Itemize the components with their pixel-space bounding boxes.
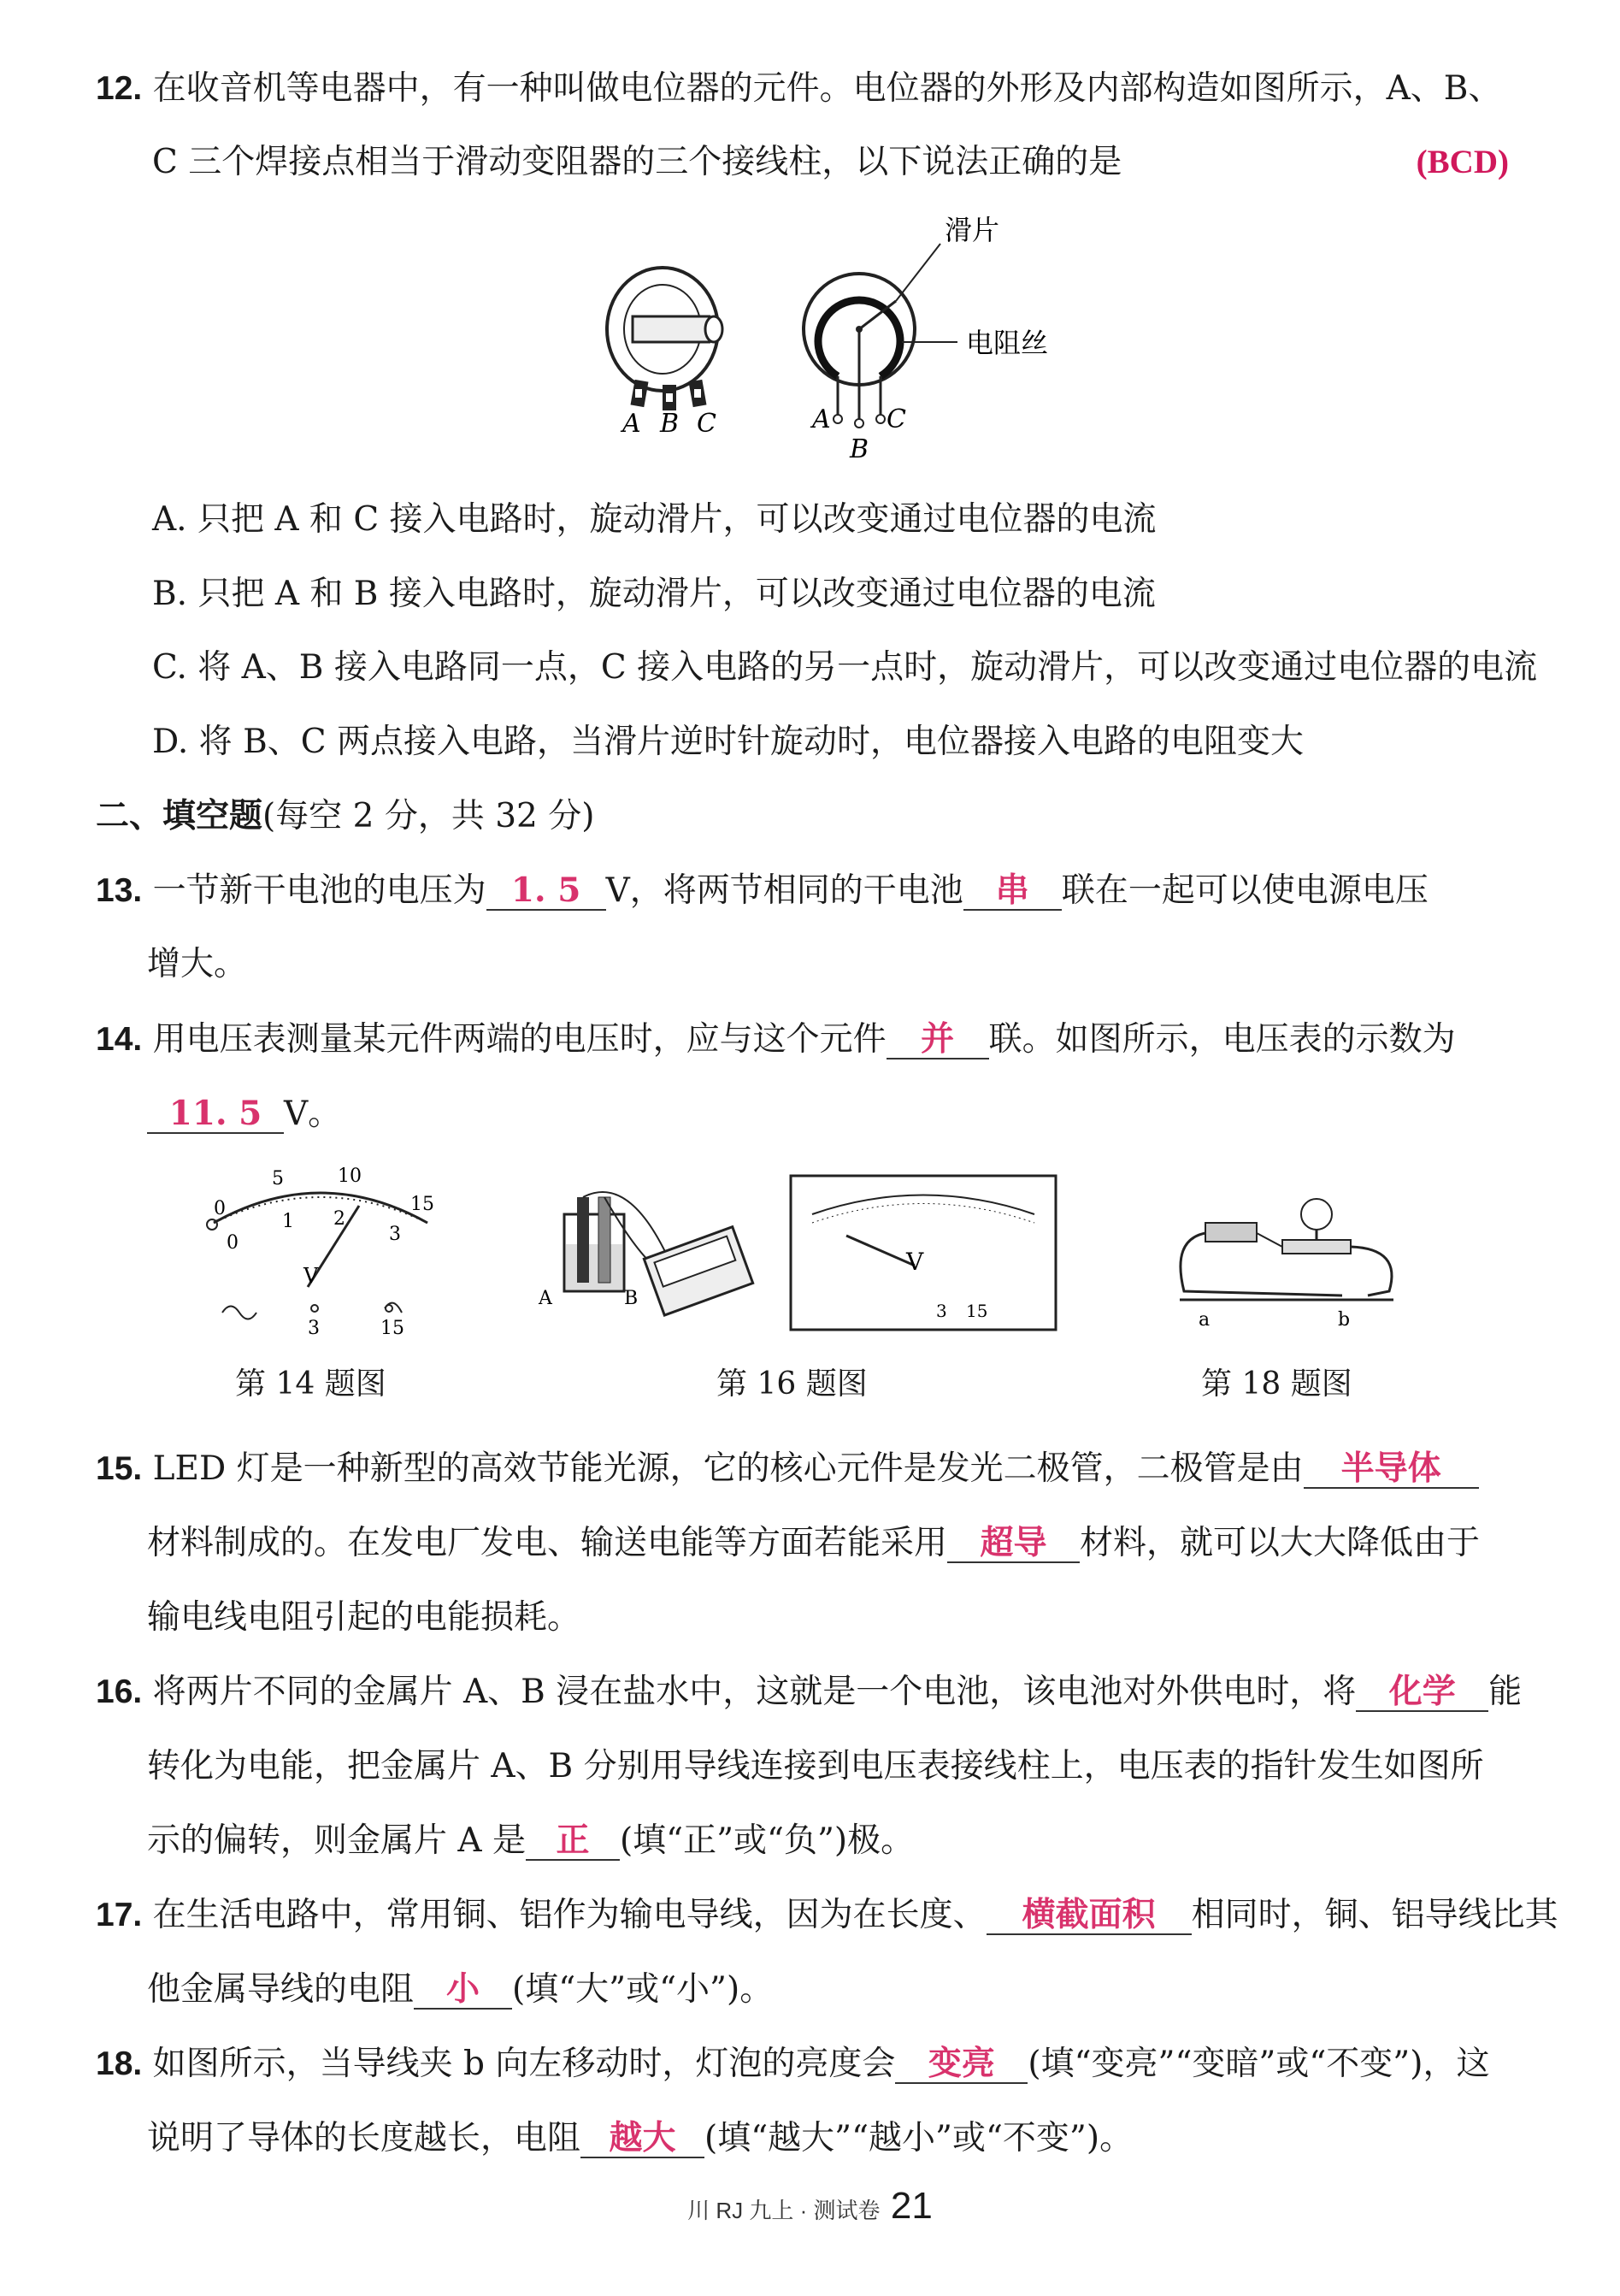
q12-answer: (BCD) [1416, 144, 1509, 180]
q12-stem-text: C 三个焊接点相当于滑动变阻器的三个接线柱，以下说法正确的是 [152, 143, 1122, 181]
q17-text: 相同时，铜、铝导线比其 [1191, 1896, 1558, 1934]
q18-text: 如图所示，当导线夹 b 向左移动时，灯泡的亮度会 [152, 2045, 896, 2083]
q14-line1 [96, 1016, 1620, 1064]
wire-clip-circuit-figure [1163, 1180, 1411, 1343]
battery-terminal-3: 3 [936, 1301, 947, 1321]
meter-top-0: 0 [214, 1198, 226, 1219]
q12-option-c: C. 将 A、B 接入电路同一点，C 接入电路的另一点时，旋动滑片，可以改变通过电位器的电流 [152, 648, 1538, 687]
terminal-3: 3 [308, 1318, 320, 1339]
label-a-inner: A [812, 404, 831, 434]
meter-v-label: V [303, 1264, 319, 1288]
salt-battery-figure [530, 1172, 1060, 1343]
meter-bottom-2: 2 [333, 1208, 345, 1230]
q15-line1 [96, 1445, 1620, 1493]
q16-answer-blank-2: 正 [526, 1821, 620, 1861]
plate-a-label: A [539, 1288, 552, 1309]
meter-top-15: 15 [410, 1194, 434, 1215]
question-number: 12. [96, 70, 143, 107]
caption-fig18: 第 18 题图 [1201, 1366, 1352, 1402]
q17-answer-blank-1: 横截面积 [987, 1896, 1192, 1935]
q13-answer-blank-2: 串 [963, 871, 1062, 911]
voltmeter-scale-figure [197, 1163, 470, 1343]
q17-text: 在生活电路中，常用铜、铝作为输电导线，因为在长度、 [152, 1896, 987, 1934]
label-a: A [622, 409, 641, 439]
q12-option-d: D. 将 B、C 两点接入电路，当滑片逆时针旋动时，电位器接入电路的电阻变大 [152, 723, 1304, 761]
q18-line1 [96, 2040, 1620, 2088]
clip-b-label: b [1338, 1309, 1351, 1331]
q13-line1 [96, 867, 1620, 915]
q12-stem-line2 [152, 139, 1620, 186]
label-b-inner: B [850, 434, 869, 464]
q13-answer-blank-1: 1. 5 [486, 871, 606, 911]
q16-line1 [96, 1668, 1620, 1716]
q16-text: 能 [1488, 1673, 1523, 1711]
caption-fig16: 第 16 题图 [716, 1366, 868, 1402]
potentiometer-figure [581, 214, 1111, 470]
q13-line2: 增大。 [147, 945, 248, 983]
q15-answer-blank-2: 超导 [947, 1524, 1080, 1563]
question-number: 18. [96, 2045, 143, 2082]
q15-line2 [147, 1520, 1620, 1567]
question-number: 16. [96, 1673, 143, 1710]
meter-bottom-0: 0 [227, 1232, 239, 1254]
q15-answer-blank-1: 半导体 [1304, 1449, 1479, 1489]
q17-answer-blank-2: 小 [414, 1970, 512, 2010]
q14-text: V。 [284, 1095, 342, 1133]
terminal-15: 15 [380, 1318, 404, 1339]
q17-text: (填“大”或“小”)。 [512, 1970, 774, 2009]
q16-text: 示的偏转，则金属片 A 是 [147, 1821, 526, 1860]
q18-text: 说明了导体的长度越长，电阻 [147, 2119, 581, 2157]
q16-line3 [147, 1817, 1620, 1865]
q15-line3: 输电线电阻引起的电能损耗。 [147, 1598, 581, 1637]
clip-a-label: a [1199, 1309, 1211, 1331]
page-footer [0, 2185, 1620, 2228]
section-note: (每空 2 分，共 32 分) [262, 797, 595, 835]
battery-meter-v: V [906, 1248, 924, 1276]
q16-line2: 转化为电能，把金属片 A、B 分别用导线连接到电压表接线柱上，电压表的指针发生如图所 [147, 1747, 1484, 1785]
question-number: 15. [96, 1450, 143, 1487]
q12-option-a: A. 只把 A 和 C 接入电路时，旋动滑片，可以改变通过电位器的电流 [152, 500, 1157, 539]
q16-answer-blank-1: 化学 [1356, 1673, 1488, 1712]
battery-terminal-15: 15 [966, 1301, 988, 1321]
label-b: B [660, 409, 680, 439]
potentiometer-exterior [607, 268, 722, 410]
q15-text: 材料，就可以大大降低由于 [1080, 1524, 1481, 1562]
caption-fig14: 第 14 题图 [235, 1366, 386, 1402]
q17-line2 [147, 1966, 1620, 2014]
label-c: C [697, 409, 716, 439]
page-number: 21 [890, 2185, 933, 2227]
q12-option-b: B. 只把 A 和 B 接入电路时，旋动滑片，可以改变通过电位器的电流 [152, 575, 1156, 613]
q13-text: 一节新干电池的电压为 [152, 871, 486, 910]
q12-stem-line1 [96, 65, 1620, 113]
meter-bottom-3: 3 [389, 1224, 401, 1245]
q14-text: 用电压表测量某元件两端的电压时，应与这个元件 [152, 1020, 887, 1059]
q16-text: 将两片不同的金属片 A、B 浸在盐水中，这就是一个电池，该电池对外供电时，将 [152, 1673, 1357, 1711]
q18-answer-blank-1: 变亮 [895, 2045, 1028, 2084]
question-number: 14. [96, 1021, 143, 1058]
meter-top-10: 10 [338, 1166, 362, 1187]
label-slider: 滑片 [945, 214, 1000, 246]
question-number: 17. [96, 1897, 143, 1933]
meter-bottom-1: 1 [282, 1211, 294, 1232]
q18-text: (填“越大”“越小”或“不变”)。 [704, 2119, 1134, 2157]
footer-label: 川 RJ 九上 · 测试卷 [687, 2198, 881, 2223]
q18-text: (填“变亮”“变暗”或“不变”)，这 [1028, 2045, 1490, 2083]
q12-stem-text: 在收音机等电器中，有一种叫做电位器的元件。电位器的外形及内部构造如图所示，A、B、 [152, 69, 1502, 108]
q17-text: 他金属导线的电阻 [147, 1970, 415, 2009]
q14-line2 [147, 1090, 1620, 1138]
q18-line2 [147, 2115, 1620, 2163]
q15-text: LED 灯是一种新型的高效节能光源，它的核心元件是发光二极管，二极管是由 [152, 1449, 1304, 1488]
q14-text: 联。如图所示，电压表的示数为 [988, 1020, 1456, 1059]
section-heading [96, 793, 1620, 841]
section-title: 二、填空题 [96, 797, 263, 835]
q15-text: 材料制成的。在发电厂发电、输送电能等方面若能采用 [147, 1524, 948, 1562]
q17-line1 [96, 1892, 1620, 1939]
meter-top-5: 5 [272, 1168, 284, 1189]
q16-text: (填“正”或“负”)极。 [619, 1821, 915, 1860]
q13-text: 联在一起可以使电源电压 [1061, 871, 1429, 910]
q18-answer-blank-2: 越大 [580, 2119, 704, 2158]
potentiometer-interior [804, 244, 957, 428]
label-resistance-wire: 电阻丝 [966, 327, 1049, 359]
q14-answer-blank-2: 11. 5 [147, 1095, 284, 1134]
label-c-inner: C [887, 404, 906, 434]
q13-text: V，将两节相同的干电池 [605, 871, 963, 910]
q14-answer-blank-1: 并 [887, 1020, 989, 1059]
question-number: 13. [96, 872, 143, 909]
plate-b-label: B [624, 1288, 639, 1309]
